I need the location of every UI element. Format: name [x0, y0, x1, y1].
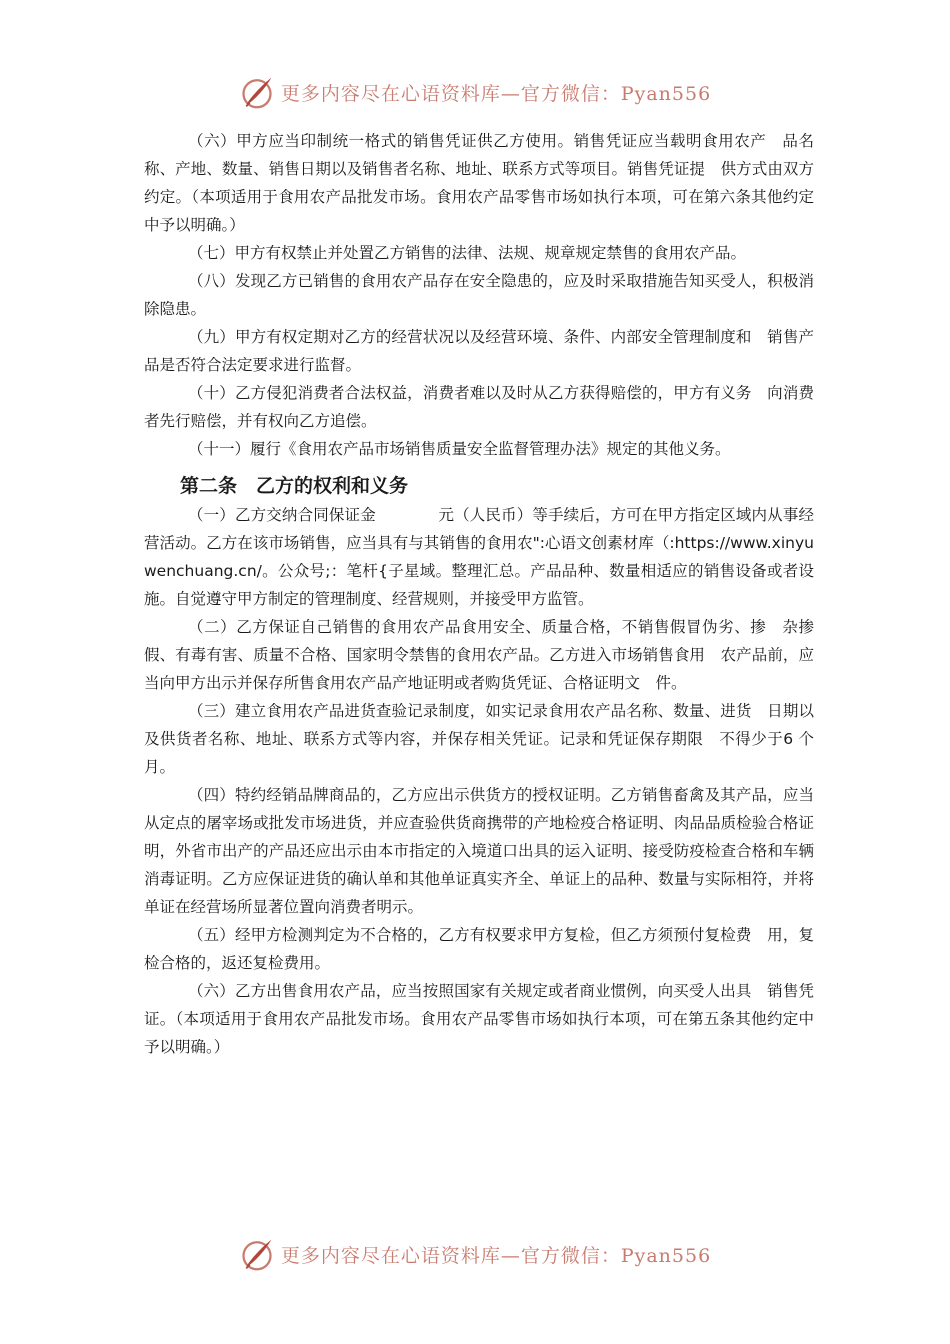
- paragraph: （五）经甲方检测判定为不合格的，乙方有权要求甲方复检，但乙方须预付复检费 用，复检合格的，返还复检费用。: [144, 926, 814, 972]
- footer-watermark: [0, 1232, 950, 1276]
- quill-logo-icon: [239, 1236, 275, 1272]
- paragraph: （六）甲方应当印制统一格式的销售凭证供乙方使用。销售凭证应当载明食用农产 品名称、产地、数量、销售日期以及销售者名称、地址、联系方式等项目。销售凭证提 供方式由双方约定。（本项适用于食用农产品批发市场。食用农产品零售市场如执行本项，可在第六条其他约定中予以明确。）: [144, 132, 814, 234]
- paragraph: （十）乙方侵犯消费者合法权益，消费者难以及时从乙方获得赔偿的，甲方有义务 向消费者先行赔偿，并有权向乙方追偿。: [144, 384, 814, 430]
- section-heading: 第二条 乙方的权利和义务: [180, 475, 409, 497]
- paragraph: （七）甲方有权禁止并处置乙方销售的法律、法规、规章规定禁售的食用农产品。: [188, 244, 747, 262]
- watermark-text: 更多内容尽在心语资料库—官方微信：Pyan556: [280, 1244, 712, 1267]
- watermark-text: 更多内容尽在心语资料库—官方微信：Pyan556: [280, 82, 712, 105]
- paragraph: （十一）履行《食用农产品市场销售质量安全监督管理办法》规定的其他义务。: [188, 440, 731, 458]
- paragraph: （四）特约经销品牌商品的，乙方应出示供货方的授权证明。乙方销售畜禽及其产品，应当从定点的屠宰场或批发市场进货，并应查验供货商携带的产地检疫合格证明、肉品品质检验合格证明，外省市出产的产品还应出示由本市指定的入境道口出具的运入证明、接受防疫检查合格和车辆消毒证明。乙方应保证进货的确认单和其他单证真实齐全、单证上的品种、数量与实际相符，并将单证在经营场所显著位置向消费者明示。: [144, 786, 814, 916]
- document-body: [144, 127, 814, 1061]
- paragraph: （二）乙方保证自己销售的食用农产品食用安全、质量合格，不销售假冒伪劣、掺 杂掺假、有毒有害、质量不合格、国家明令禁售的食用农产品。乙方进入市场销售食用 农产品前，应当向甲方出示并保存所售食用农产品产地证明或者购货凭证、合格证明文 件。: [144, 618, 814, 692]
- paragraph: （三）建立食用农产品进货查验记录制度，如实记录食用农产品名称、数量、进货 日期以及供货者名称、地址、联系方式等内容，并保存相关凭证。记录和凭证保存期限 不得少于6 个月。: [144, 702, 814, 776]
- paragraph: （八）发现乙方已销售的食用农产品存在安全隐患的，应及时采取措施告知买受人，积极消除隐患。: [144, 272, 814, 318]
- paragraph: （九）甲方有权定期对乙方的经营状况以及经营环境、条件、内部安全管理制度和 销售产品是否符合法定要求进行监督。: [144, 328, 814, 374]
- paragraph: （一）乙方交纳合同保证金 元（人民币）等手续后，方可在甲方指定区域内从事经营活动。乙方在该市场销售，应当具有与其销售的食用农":心语文创素材库（:https://www.xinyuwenchuang.cn/。公众号;：笔杆{子星域。整理汇总。产品品种、数量相适应的销售设备或者设施。自觉遵守甲方制定的管理制度、经营规则，并接受甲方监管。: [144, 506, 814, 608]
- header-watermark: [0, 70, 950, 114]
- paragraph: （六）乙方出售食用农产品，应当按照国家有关规定或者商业惯例，向买受人出具 销售凭证。（本项适用于食用农产品批发市场。食用农产品零售市场如执行本项，可在第五条其他约定中予以明确。）: [144, 982, 814, 1056]
- quill-logo-icon: [239, 74, 275, 110]
